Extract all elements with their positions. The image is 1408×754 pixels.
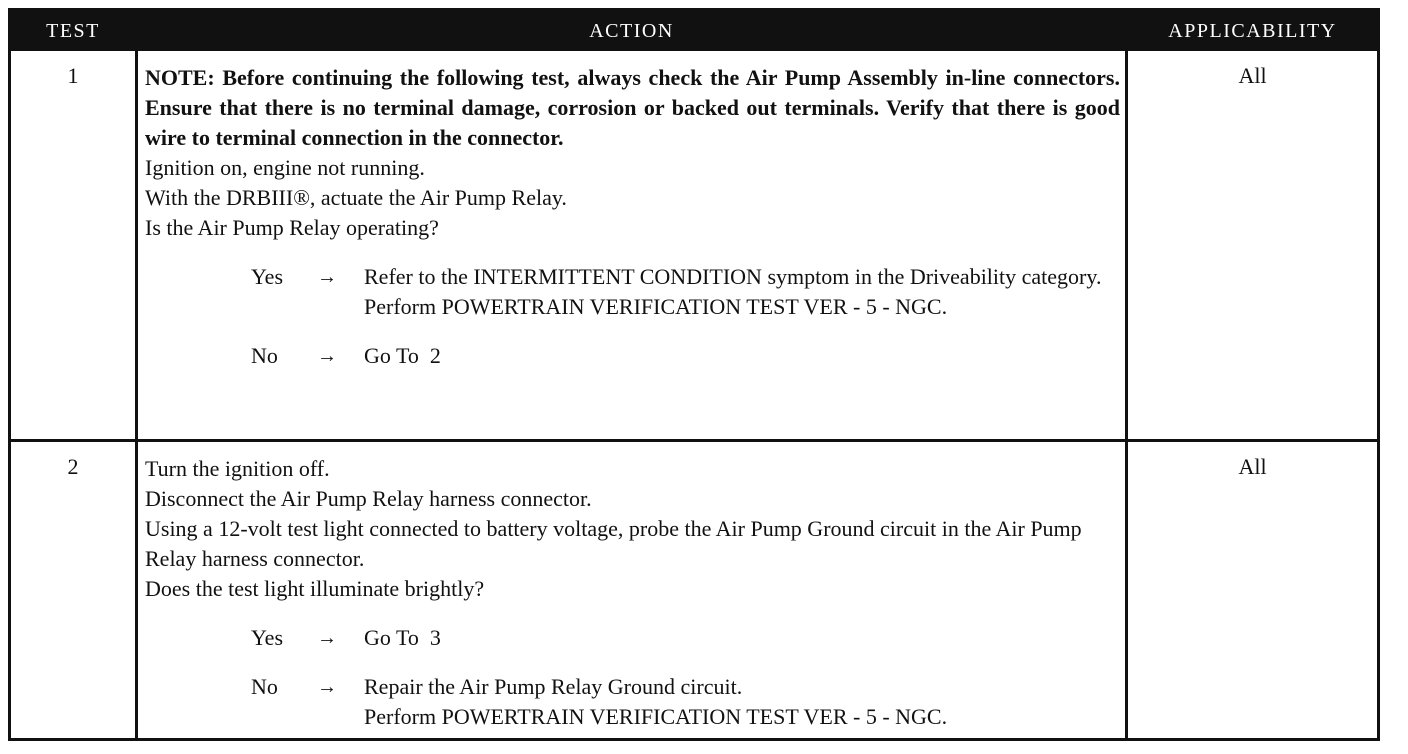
row-divider [11,439,1377,442]
step-text: Ignition on, engine not running. [145,155,425,180]
branch-label: Yes [251,625,284,650]
yes-branch [145,623,1120,653]
step-text: Does the test light illuminate brightly? [145,576,485,601]
column-divider [1125,51,1128,738]
test-number: 2 [67,454,79,479]
branch-text: Perform POWERTRAIN VERIFICATION TEST VER - 5 - NGC. [364,294,948,319]
step-text: Disconnect the Air Pump Relay harness connector. [145,486,592,511]
branch-text: Go To 3 [364,625,441,650]
step-text: Turn the ignition off. [145,456,330,481]
diagnostic-test-table [8,8,1380,741]
step-text: Is the Air Pump Relay operating? [145,215,439,240]
no-branch [145,672,1120,732]
branch-label: No [251,674,278,699]
action-cell [145,63,1120,371]
header-test: TEST [46,20,100,42]
note-text: NOTE: Before continuing the following test, always check the Air Pump Assembly in-line connectors. Ensure that there is no terminal damage, corrosion or backed out terminals. Verify that there is good wire to terminal connection in the connector. [145,65,1120,150]
arrow-right-icon: → [317,676,337,698]
applicability-value: All [1238,63,1267,88]
applicability-value: All [1238,454,1267,479]
test-number: 1 [67,63,79,88]
table-header [11,11,1377,51]
action-cell [145,454,1120,732]
branch-text: Repair the Air Pump Relay Ground circuit. [364,674,743,699]
arrow-right-icon: → [317,627,337,649]
branch-text: Refer to the INTERMITTENT CONDITION symptom in the Driveability category. [364,264,1102,289]
header-action: ACTION [589,20,674,42]
header-applicability: APPLICABILITY [1168,20,1337,42]
no-branch [145,341,1120,371]
arrow-right-icon: → [317,266,337,288]
branch-text: Perform POWERTRAIN VERIFICATION TEST VER - 5 - NGC. [364,704,948,729]
step-text: With the DRBIII®, actuate the Air Pump Relay. [145,185,567,210]
arrow-right-icon: → [317,345,337,367]
branch-label: No [251,343,278,368]
column-divider [135,51,138,738]
branch-text: Go To 2 [364,343,441,368]
branch-label: Yes [251,264,284,289]
yes-branch [145,262,1120,322]
step-text: Using a 12-volt test light connected to battery voltage, probe the Air Pump Ground circuit in the Air Pump Relay harness connector. [145,516,1082,571]
